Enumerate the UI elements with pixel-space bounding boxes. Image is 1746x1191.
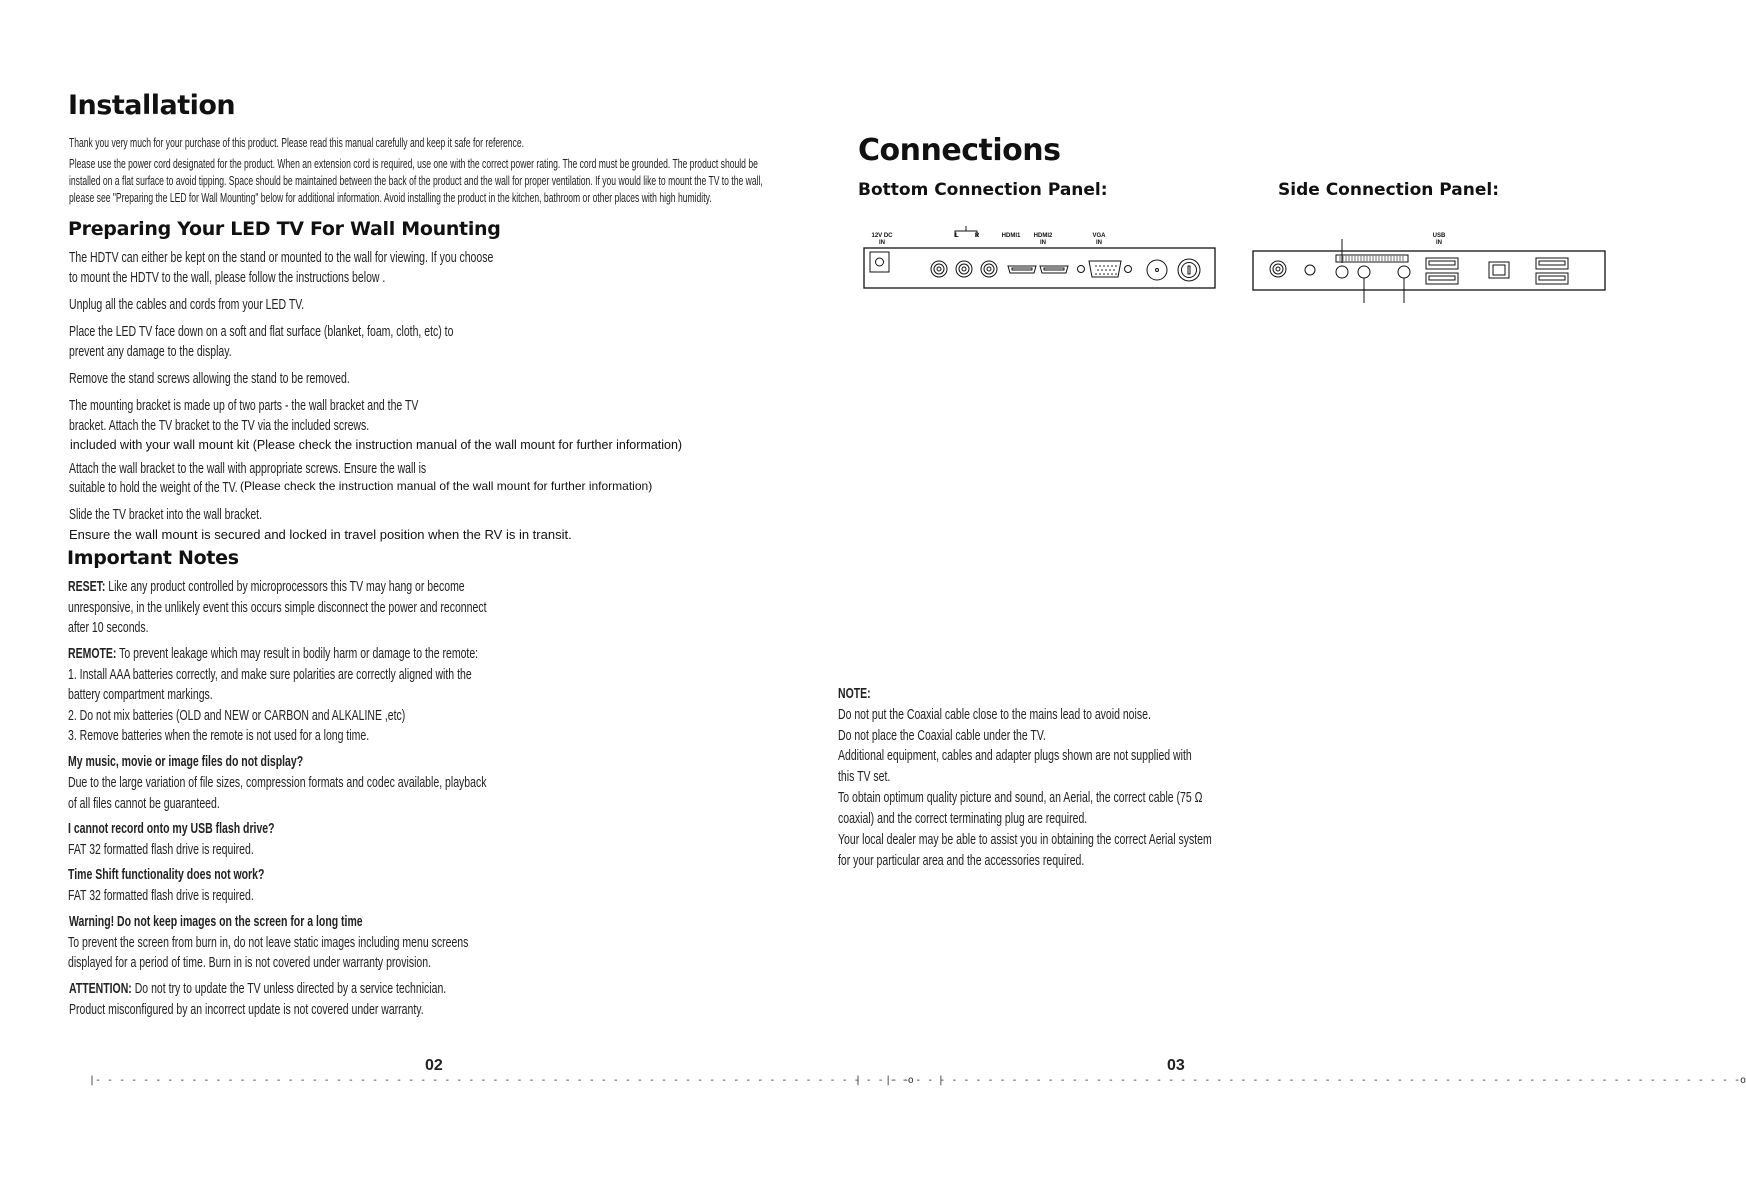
dc-label: 12V DC IN: [871, 233, 893, 246]
usb-answer: FAT 32 formatted flash drive is required.: [68, 841, 254, 858]
remote-text: To prevent leakage which may result in bodily harm or damage to the remote:: [119, 645, 479, 662]
hdmi2-label: HDMI2 IN: [1033, 233, 1053, 246]
warning-text: To prevent the screen from burn in, do not leave static images including menu screens: [68, 934, 469, 951]
remote-line: 3. Remove batteries when the remote is not used for a long time.: [68, 727, 370, 744]
music-question: My music, movie or image files do not display?: [68, 753, 304, 770]
side-connection-panel: [1252, 223, 1607, 308]
side-panel-diagram: [1252, 223, 1607, 308]
note-label: NOTE:: [838, 685, 871, 702]
attention-line: Product misconfigured by an incorrect update is not covered under warranty.: [69, 1001, 424, 1018]
note-line: Your local dealer may be able to assist you in obtaining the correct Aerial system: [838, 831, 1212, 848]
intro-line: please see "Preparing the LED for Wall Mounting" below for additional information. Avoid installing the product in the kitchen, bathroom or other places with high humidity.: [69, 190, 712, 205]
audio-l-label: L: [955, 233, 959, 239]
vga-label: VGA IN: [1092, 233, 1106, 246]
reset-text: Like any product controlled by microprocessors this TV may hang or become: [108, 578, 465, 595]
timeshift-question: Time Shift functionality does not work?: [68, 866, 265, 883]
installation-title: Installation: [68, 90, 236, 121]
bottom-connection-panel: [862, 223, 1217, 293]
important-notes-title: Important Notes: [67, 547, 239, 569]
remote-note: [68, 645, 478, 662]
remote-line: 2. Do not mix batteries (OLD and NEW or CARBON and ALKALINE ,etc): [68, 707, 406, 724]
hdmi1-label: HDMI1: [1001, 233, 1021, 239]
wall-plain-line: Ensure the wall mount is secured and locked in travel position when the RV is in transit.: [69, 527, 572, 542]
reset-line: after 10 seconds.: [68, 619, 149, 636]
usb-label: USB IN: [1432, 233, 1446, 246]
wall-line: to mount the HDTV to the wall, please follow the instructions below .: [69, 269, 386, 286]
note-line: Do not place the Coaxial cable under the TV.: [838, 727, 1046, 744]
attention-label: ATTENTION:: [69, 980, 132, 997]
wall-plain-line: (Please check the instruction manual of the wall mount for further information): [240, 479, 653, 493]
music-answer: Due to the large variation of file sizes, compression formats and codec available, playback: [68, 774, 487, 791]
reset-label: RESET:: [68, 578, 106, 595]
wall-line: bracket. Attach the TV bracket to the TV via the included screws.: [69, 417, 370, 434]
warning-heading: Warning! Do not keep images on the screen for a long time: [69, 913, 363, 930]
wall-line: The HDTV can either be kept on the stand or mounted to the wall for viewing. If you choose: [69, 249, 494, 266]
usb-question: I cannot record onto my USB flash drive?: [68, 820, 275, 837]
intro-line: installed on a flat surface to avoid tipping. Space should be maintained between the back of the product and the wall for proper ventilation. If you would like to mount the TV to the wall,: [69, 173, 763, 188]
wall-line: Remove the stand screws allowing the stand to be removed.: [69, 370, 350, 387]
music-answer: of all files cannot be guaranteed.: [68, 795, 220, 812]
note-line: To obtain optimum quality picture and sound, an Aerial, the correct cable (75 Ω: [838, 789, 1203, 806]
note-line: Additional equipment, cables and adapter plugs shown are not supplied with: [838, 747, 1192, 764]
wall-line: Place the LED TV face down on a soft and flat surface (blanket, foam, cloth, etc) to: [69, 323, 454, 340]
audio-r-label: R: [974, 233, 980, 239]
intro-line: Thank you very much for your purchase of this product. Please read this manual carefully and keep it safe for reference.: [69, 135, 524, 150]
remote-line: battery compartment markings.: [68, 686, 213, 703]
attention-text: Do not try to update the TV unless directed by a service technician.: [134, 980, 447, 997]
bottom-panel-diagram: [862, 223, 1217, 293]
note-line: this TV set.: [838, 768, 891, 785]
intro-line: Please use the power cord designated for the product. When an extension cord is required, use one with the correct power rating. The cord must be grounded. The product should be: [69, 156, 758, 171]
timeshift-answer: FAT 32 formatted flash drive is required.: [68, 887, 254, 904]
bottom-panel-title: Bottom Connection Panel:: [858, 180, 1108, 200]
page-number-right: 03: [1167, 1057, 1185, 1074]
wall-mounting-title: Preparing Your LED TV For Wall Mounting: [68, 218, 501, 240]
attention-note: [69, 980, 446, 997]
remote-label: REMOTE:: [68, 645, 117, 662]
wall-plain-line: included with your wall mount kit (Please check the instruction manual of the wall mount for further information): [70, 438, 683, 452]
reset-line: unresponsive, in the unlikely event this occurs simple disconnect the power and reconnect: [68, 599, 487, 616]
note-line: coaxial) and the correct terminating plug are required.: [838, 810, 1088, 827]
reset-note: [68, 578, 465, 595]
page-rule-right: | |- - - - - - - - - - - - - - - - - - - - - - - - - - - - - - - - - - - - - - - - - - - - - - - - - - - - - - - - - - - - - - - - - - - - - - -o: [855, 1075, 1746, 1086]
warning-text: displayed for a period of time. Burn in is not covered under warranty provision.: [68, 954, 432, 971]
wall-line: prevent any damage to the display.: [69, 343, 232, 360]
connections-title: Connections: [858, 133, 1061, 168]
wall-line: Unplug all the cables and cords from your LED TV.: [69, 296, 305, 313]
wall-line: Attach the wall bracket to the wall with appropriate screws. Ensure the wall is: [69, 460, 427, 477]
wall-line: Slide the TV bracket into the wall bracket.: [69, 506, 262, 523]
page-rule-left: |- - - - - - - - - - - - - - - - - - - - - - - - - - - - - - - - - - - - - - - - - - - - - - - - - - - - - - - - - - - - - - - - - - - -o |: [89, 1075, 944, 1086]
wall-line: suitable to hold the weight of the TV.: [69, 479, 238, 496]
page-number-left: 02: [425, 1057, 443, 1074]
note-line: for your particular area and the accessories required.: [838, 852, 1085, 869]
remote-line: 1. Install AAA batteries correctly, and make sure polarities are correctly aligned with the: [68, 666, 472, 683]
note-line: Do not put the Coaxial cable close to the mains lead to avoid noise.: [838, 706, 1151, 723]
side-panel-title: Side Connection Panel:: [1278, 180, 1500, 200]
wall-line: The mounting bracket is made up of two parts - the wall bracket and the TV: [69, 397, 419, 414]
